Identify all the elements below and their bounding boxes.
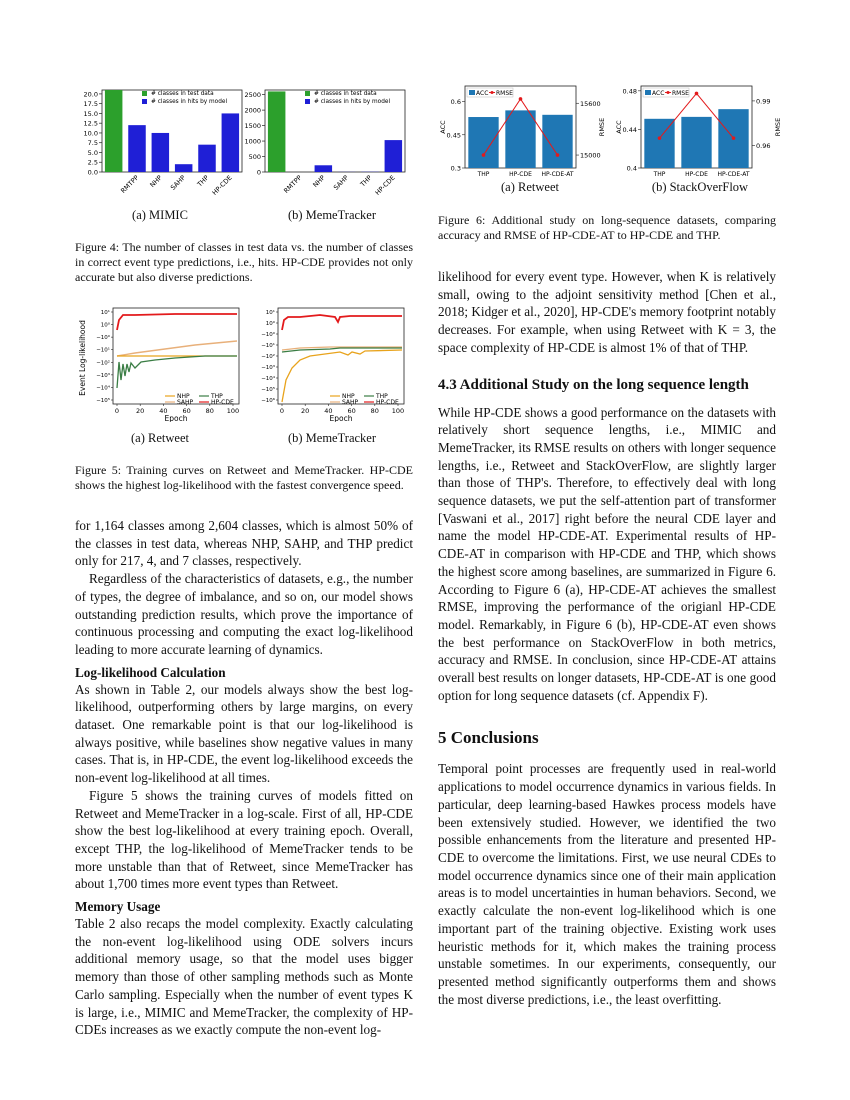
bar [385, 140, 403, 172]
legend-swatch [305, 99, 310, 104]
x-tick-label: HP-CDE-AT [717, 171, 750, 178]
x-tick-label: THP [195, 173, 211, 189]
y-tick-label: 7.5 [87, 139, 98, 148]
fig5-caption: Figure 5: Training curves on Retweet and MemeTracker. HP-CDE shows the highest log-likelihood with the fastest convergence speed. [75, 463, 413, 493]
y-tick-label: 1500 [244, 122, 261, 131]
acc-bar [468, 117, 498, 168]
fig6a-subcaption: (a) Retweet [501, 180, 559, 194]
rmse-point [519, 97, 523, 101]
y-tick-label: 500 [248, 153, 261, 162]
x-tick-label: SAHP [169, 173, 188, 192]
fig6a-chart [432, 80, 612, 180]
rmse-point [695, 92, 699, 96]
y-tick-label: 0.44 [622, 125, 637, 134]
fig6b-subcaption: (b) StackOverFlow [651, 180, 749, 194]
y-tick-label: −10⁴ [96, 385, 110, 392]
x-tick-label: 0 [114, 407, 120, 415]
legend-swatch [142, 91, 147, 96]
y-tick-label: 0.45 [446, 131, 461, 140]
y-tick-label: −10³ [261, 365, 275, 371]
y-tick-label: −10⁵ [261, 387, 275, 393]
fig5b-xlabel: Epoch [329, 414, 353, 422]
y-tick-label: 10.0 [83, 129, 98, 138]
x-tick-label: 20 [301, 407, 310, 415]
y-tick-label: 0.48 [622, 87, 637, 96]
legend-swatch [469, 90, 475, 95]
x-tick-label: 60 [347, 407, 356, 415]
legend-label: RMSE [672, 90, 689, 97]
heading-memory-usage: Memory Usage [75, 899, 161, 915]
x-tick-label: HP-CDE [210, 173, 234, 197]
bar [268, 91, 286, 172]
fig5b-subcaption: (b) MemeTracker [287, 431, 377, 445]
acc-bar [542, 115, 572, 168]
y2-axis-label: RMSE [598, 117, 606, 137]
x-tick-label: THP [358, 173, 374, 189]
y-tick-label: 0.3 [450, 164, 461, 173]
y-tick-label: 0.0 [87, 168, 98, 177]
x-tick-label: THP [477, 171, 490, 178]
paragraph: Table 2 also recaps the model complexity. Exactly calculating the non-event log-likelihood using ODE solvers incurs additional memory usage, so that the model uses bigger memory than those of other sampling methods such as Monte Carlo sampling. Especially when the number of event types K is large, i.e., MIMIC and MemeTracker, the complexity of HP-CDEs increases as we exactly compute the non-event log- [75, 916, 413, 1038]
x-tick-label: NHP [148, 173, 164, 190]
bar [152, 133, 170, 172]
legend-label: # classes in test data [314, 91, 377, 97]
section-4-3-heading: 4.3 Additional Study on the long sequence length [438, 376, 749, 393]
bar [105, 90, 123, 172]
y-tick-label: 12.5 [83, 119, 98, 128]
y-tick-label: 2500 [244, 91, 261, 100]
fig5b-chart [240, 300, 410, 422]
x-tick-label: 100 [226, 407, 240, 415]
paragraph: for 1,164 classes among 2,604 classes, which is almost 50% of the classes in test data, whereas NHP, SAHP, and THP predict only for 217, 4, and 7 classes, respectively. [75, 518, 413, 569]
legend-label: RMSE [496, 90, 513, 97]
y-tick-label: −10¹ [261, 343, 275, 349]
x-tick-label: RMTPP [282, 173, 304, 195]
plot-frame [278, 308, 404, 404]
legend-marker [491, 91, 494, 94]
y-tick-label: 1000 [244, 137, 261, 146]
paragraph: Figure 5 shows the training curves of models fitted on Retweet and MemeTracker in a log-scale. First of all, HP-CDE show the best log-likelihood at every training epoch. Overall, except THP, the log-likelihood of MemeTracker tends to be more unstable than that of Retweet, since MemeTracker has about 1,700 times more event types than Retweet. [75, 787, 413, 892]
rmse-point [732, 136, 736, 140]
y2-tick-label: 0.96 [756, 142, 771, 151]
fig4a-subcaption: (a) MIMIC [132, 208, 188, 222]
paragraph: Temporal point processes are frequently used in real-world applications to model occurrence dynamics in various fields. In particular, deep learning-based Hawkes process models have been extensively studied. However, we identified the two possible enhancements from the literature and presented HP-CDE to overcome the limitations. First, we use neural CDEs to model occurrence dynamics since one of their main application areas is to model uncertainties in human behaviors. Second, we exactly calculate the non-event log-likelihood which is one important part of the training objective. Existing work uses heuristic methods for it, which makes the training process unstable sometimes. In our experiments, consequently, our presented method significantly outperforms them and shows the most diverse predictions, i.e., the least overfitting. [438, 761, 776, 1007]
x-tick-label: 80 [205, 407, 214, 415]
x-tick-label: 100 [391, 407, 405, 415]
bar [198, 145, 216, 172]
y-tick-label: 10¹ [100, 310, 110, 316]
y-tick-label: −10⁶ [261, 398, 275, 404]
y-tick-label: −10² [96, 360, 110, 367]
sahp-curve [117, 341, 237, 356]
legend-label: HP-CDE [211, 399, 234, 406]
legend-swatch [305, 91, 310, 96]
legend-label: NHP [342, 393, 355, 400]
y-tick-label: 10¹ [265, 310, 275, 316]
legend-label: ACC [476, 90, 489, 97]
paragraph: As shown in Table 2, our models always show the best log-likelihood, outperforming others by large margins, on every dataset. One remarkable point is that our log-likelihood is always positive, while baselines show negative values in many cases. That is, in HP-CDE, the event log-likelihood exceeds the non-event log-likelihood at all times. [75, 681, 413, 786]
fig5a-chart [75, 300, 245, 422]
legend-label: # classes in test data [151, 91, 214, 97]
x-tick-label: NHP [311, 173, 327, 190]
fig6-caption: Figure 6: Additional study on long-sequence datasets, comparing accuracy and RMSE of HP-CDE-AT to HP-CDE and THP. [438, 213, 776, 243]
legend-label: THP [211, 393, 223, 400]
y-axis-label: ACC [439, 120, 447, 134]
y-axis-label: ACC [615, 120, 623, 134]
right-column-text [438, 268, 776, 1008]
y-tick-label: −10⁰ [96, 335, 110, 342]
fig6b-chart [608, 80, 788, 180]
x-tick-label: HP-CDE [509, 171, 532, 178]
x-tick-label: RMTPP [119, 173, 141, 195]
legend-marker [667, 91, 670, 94]
x-tick-label: 60 [182, 407, 191, 415]
y-tick-label: 17.5 [83, 100, 98, 109]
x-tick-label: 40 [159, 407, 168, 415]
legend-label: SAHP [177, 399, 194, 406]
x-tick-label: HP-CDE-AT [541, 171, 574, 178]
x-tick-label: 40 [324, 407, 333, 415]
y-tick-label: −10⁰ [261, 332, 275, 338]
y-tick-label: 10⁰ [265, 321, 275, 327]
fig4a-chart [72, 82, 252, 210]
fig4-caption: Figure 4: The number of classes in test data vs. the number of classes in correct event type predictions, i.e., hits. HP-CDE provides not only accurate but also diverse predictions. [75, 240, 413, 285]
y2-axis-label: RMSE [774, 117, 782, 137]
y2-tick-label: 15000 [580, 151, 601, 160]
legend-label: # classes in hits by model [151, 99, 228, 105]
acc-bar [644, 119, 674, 168]
fig5a-xlabel: Epoch [164, 414, 188, 422]
y2-tick-label: 15600 [580, 99, 601, 108]
y-tick-label: 0.4 [626, 164, 637, 173]
legend-swatch [645, 90, 651, 95]
y-tick-label: 2000 [244, 106, 261, 115]
hp-cde-curve [117, 314, 237, 330]
y-tick-label: 2.5 [87, 158, 98, 167]
paragraph: likelihood for every event type. However, when K is relatively small, owing to the adjoint sensitivity method [Chen et al., 2018; Kidger et al., 2020], HP-CDE's memory footprint notably decreases. For example, when using Retweet with K = 3, the space complexity of HP-CDE is almost 1% of that of THP. [438, 269, 776, 355]
y-tick-label: 5.0 [87, 148, 98, 157]
rmse-point [482, 153, 486, 157]
x-tick-label: SAHP [332, 173, 351, 192]
thp-curve [117, 356, 237, 388]
y-tick-label: −10³ [96, 372, 110, 379]
legend-label: HP-CDE [376, 399, 399, 406]
rmse-point [658, 136, 662, 140]
y2-tick-label: 0.99 [756, 97, 771, 106]
y-tick-label: 10⁰ [100, 322, 110, 329]
legend-label: THP [376, 393, 388, 400]
y-tick-label: −10² [261, 354, 275, 360]
paragraph: Regardless of the characteristics of datasets, e.g., the number of types, the degree of imbalance, and so on, our model shows outstanding prediction results, which prove the importance of continuous processing and computing the exact log-likelihood leading to more accurate learning of dynamics. [75, 571, 413, 657]
x-tick-label: THP [653, 171, 666, 178]
acc-bar [505, 110, 535, 168]
rmse-point [556, 153, 560, 157]
bar [175, 164, 193, 172]
legend-swatch [142, 99, 147, 104]
x-tick-label: 80 [370, 407, 379, 415]
fig4b-chart [235, 82, 415, 210]
section-5-heading: 5 Conclusions [438, 728, 539, 748]
y-tick-label: 0 [256, 168, 261, 177]
legend-label: ACC [652, 90, 665, 97]
acc-bar [681, 117, 711, 168]
y-tick-label: 0.6 [450, 98, 461, 107]
x-tick-label: HP-CDE [373, 173, 397, 197]
y-tick-label: −10⁴ [261, 376, 275, 382]
legend-label: NHP [177, 393, 190, 400]
fig4b-subcaption: (b) MemeTracker [287, 208, 377, 222]
legend-label: SAHP [342, 399, 359, 406]
left-column-text [75, 517, 413, 1039]
x-tick-label: 20 [136, 407, 145, 415]
y-tick-label: 15.0 [83, 109, 98, 118]
heading-loglikelihood: Log-likelihood Calculation [75, 664, 226, 680]
fig5a-ylabel: Event Log-likelihood [78, 320, 87, 396]
bar [128, 125, 146, 172]
hp-cde-curve [282, 315, 402, 330]
y-tick-label: −10¹ [96, 347, 110, 354]
legend-label: # classes in hits by model [314, 99, 391, 105]
y-tick-label: −10⁵ [96, 398, 110, 404]
y-tick-label: 20.0 [83, 90, 98, 99]
x-tick-label: 0 [279, 407, 285, 415]
paragraph: While HP-CDE shows a good performance on the datasets with relatively short sequence lengths, i.e., MIMIC and MemeTracker, its RMSE results on others with longer sequence lengths, i.e., Retweet and StackOverFlow, are slightly larger than those of THP's. Therefore, to effectively deal with long sequence datasets, we put the self-attention part of transformer [Vaswani et al., 2017] right before the neural CDE layer and name the model HP-CDE-AT. Experimental results of HP-CDE-AT in comparison with HP-CDE and THP, which shows the highest score among baselines, are summarized in Figure 6. According to Figure 6 (a), HP-CDE-AT achieves the smallest RMSE, improving the performance of the origianl HP-CDE model. Remarkably, in Figure 6 (b), HP-CDE-AT even shows the best performance on StackOverFlow in both metrics, accuracy and RMSE. In conclusion, since HP-CDE-AT attains overall best results on longer datasets, HP-CDE-AT is one good option for long sequence datasets (cf. Appendix F). [438, 404, 776, 703]
fig5a-subcaption: (a) Retweet [131, 431, 189, 445]
bar [315, 165, 333, 172]
x-tick-label: HP-CDE [685, 171, 708, 178]
